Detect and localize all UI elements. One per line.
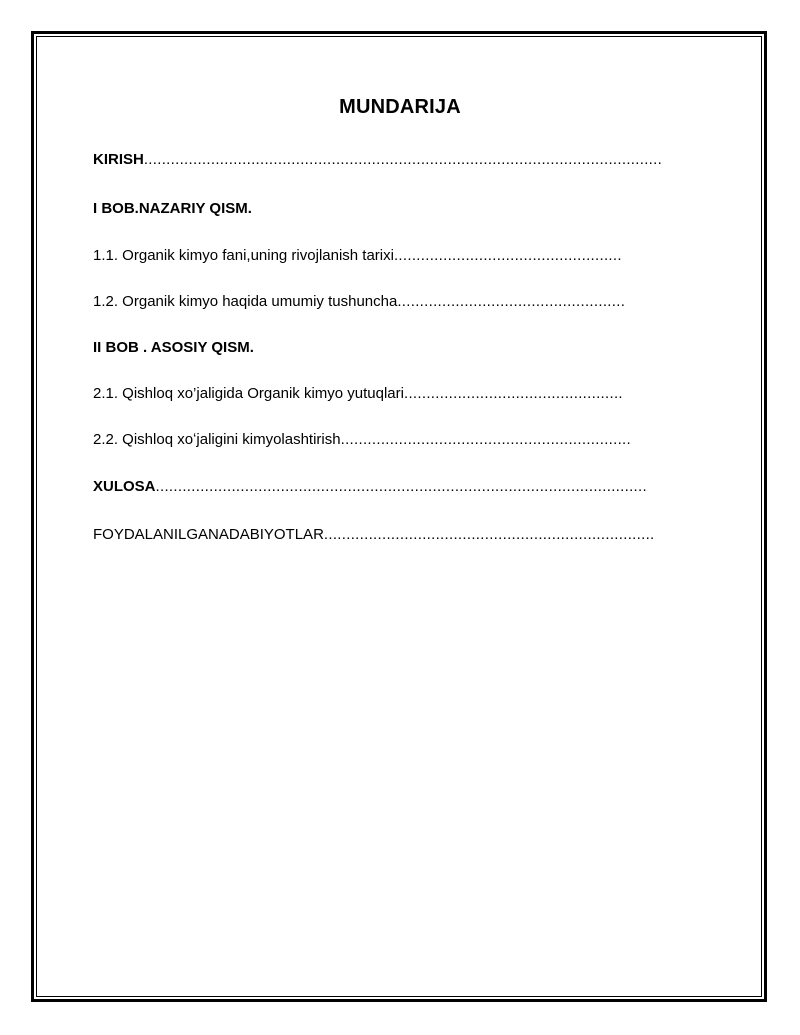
toc-entry-leader: ................................................. (403, 385, 623, 402)
toc-entry-label: KIRISH (93, 151, 144, 168)
toc-entry-chapter-2[interactable] (93, 338, 254, 358)
page-border-inner (36, 36, 762, 997)
toc-entry-label: 1.1. Organik kimyo fani,uning rivojlanish tarixi (93, 247, 394, 264)
toc-entry-label: 2.1. Qishloq xo’jaligida Organik kimyo yutuqlari (93, 385, 404, 402)
toc-entry-leader: .................................................................................................................... (143, 151, 663, 168)
toc-entry-label: FOYDALANILGANADABIYOTLAR (93, 526, 324, 543)
toc-entry-label: II BOB . ASOSIY QISM. (93, 339, 254, 356)
toc-entry-references[interactable] (93, 525, 655, 545)
toc-entry-label: 1.2. Organik kimyo haqida umumiy tushuncha (93, 293, 398, 310)
toc-entry-leader: ................................................................. (340, 431, 631, 448)
toc-entry-label: I BOB.NAZARIY QISM. (93, 200, 252, 217)
toc-entry-leader: .......................................................................... (323, 526, 655, 543)
toc-entry-leader: ................................................... (393, 247, 622, 264)
document-title: MUNDARIJA (339, 96, 461, 118)
toc-entry-section-1-2[interactable] (93, 292, 625, 312)
toc-entry-section-2-2[interactable] (93, 430, 631, 450)
toc-entry-xulosa[interactable] (93, 477, 647, 497)
page-border (31, 31, 767, 1002)
toc-entry-kirish[interactable] (93, 150, 662, 170)
toc-entry-leader: .............................................................................................................. (155, 478, 647, 495)
toc-entry-section-2-1[interactable] (93, 384, 623, 404)
toc-entry-label: 2.2. Qishloq xoʻjaligini kimyolashtirish (93, 431, 341, 448)
toc-entry-section-1-1[interactable] (93, 246, 622, 266)
toc-entry-chapter-1[interactable] (93, 199, 252, 219)
toc-entry-label: XULOSA (93, 478, 156, 495)
toc-entry-leader: ................................................... (397, 293, 626, 310)
